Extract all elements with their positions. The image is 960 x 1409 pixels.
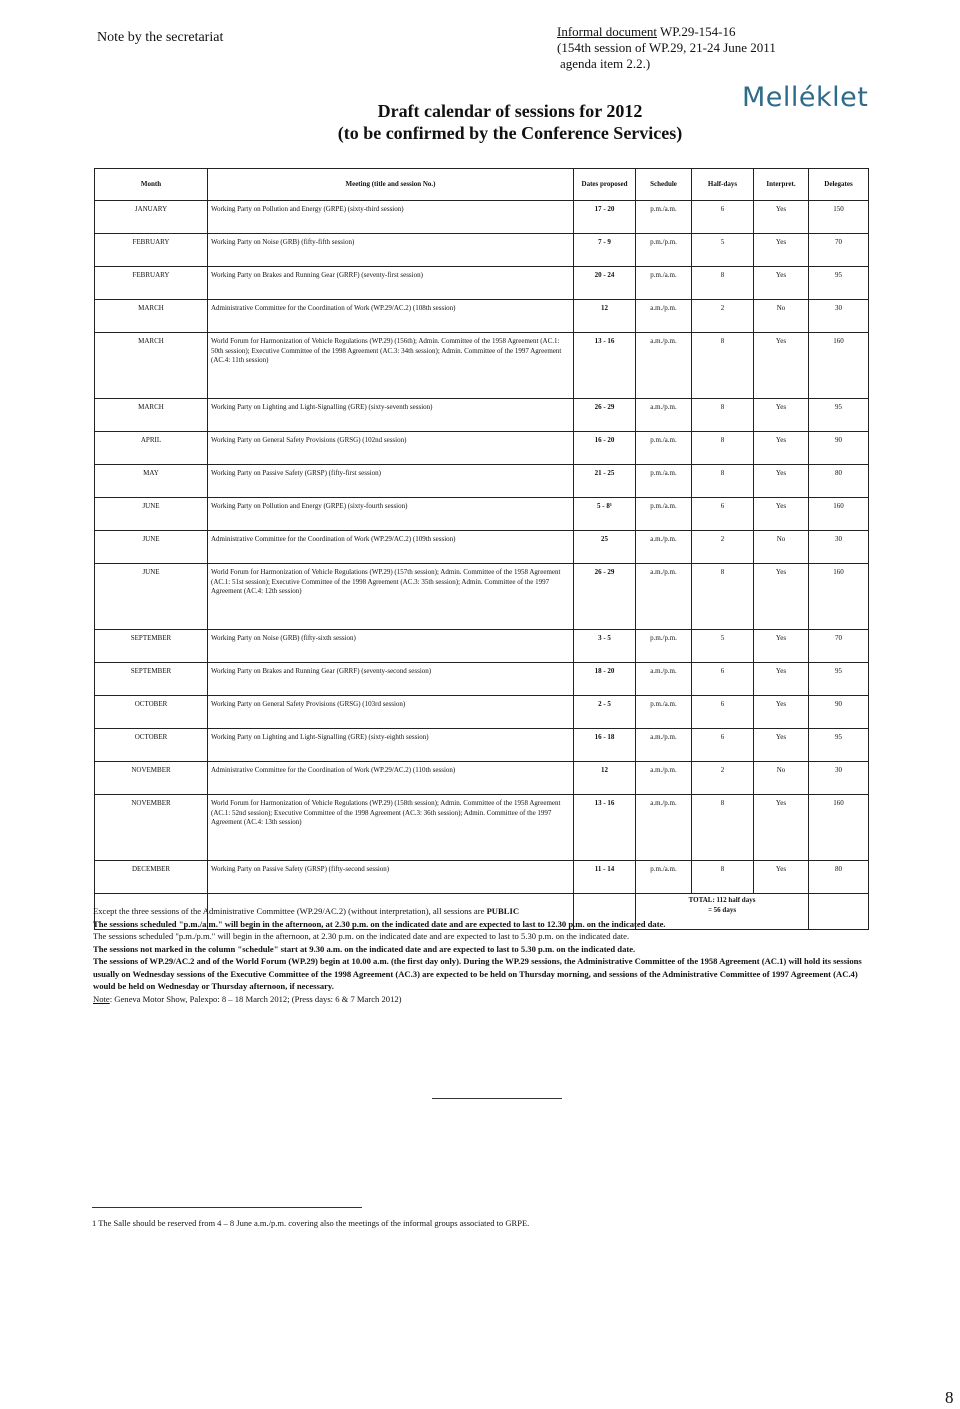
- interpretation-cell: Yes: [754, 663, 809, 696]
- column-header: Dates proposed: [574, 169, 636, 201]
- delegates-cell: 95: [809, 663, 869, 696]
- interpretation-cell: No: [754, 300, 809, 333]
- note-unmarked: The sessions not marked in the column "schedule" start at 9.30 a.m. on the indicated date and are expected to last to 5.30 p.m. on the indicated date.: [93, 943, 636, 954]
- delegates-cell: 160: [809, 498, 869, 531]
- table-row: [95, 531, 869, 564]
- page-number: 8: [945, 1388, 954, 1407]
- interpretation-cell: No: [754, 762, 809, 795]
- month-cell: OCTOBER: [95, 696, 208, 729]
- delegates-cell: 80: [809, 861, 869, 894]
- delegates-cell: 70: [809, 234, 869, 267]
- schedule-cell: p.m./a.m.: [636, 861, 692, 894]
- month-cell: NOVEMBER: [95, 762, 208, 795]
- dates-cell: 12: [574, 300, 636, 333]
- half-days-cell: 8: [692, 432, 754, 465]
- column-header: Month: [95, 169, 208, 201]
- meeting-cell: World Forum for Harmonization of Vehicle Regulations (WP.29) (157th session); Admin. Committee of the 1958 Agreement (AC.1: 51st session); Executive Committee of the 1998 Agreement (AC.3: 35th session); Admin. Committee of the 1997 Agreement (AC.4: 12th session): [208, 564, 574, 630]
- dates-cell: 26 - 29: [574, 564, 636, 630]
- table-body: [95, 201, 869, 894]
- delegates-cell: 95: [809, 729, 869, 762]
- month-cell: MARCH: [95, 333, 208, 399]
- interpretation-cell: Yes: [754, 399, 809, 432]
- month-cell: JUNE: [95, 531, 208, 564]
- schedule-cell: p.m./a.m.: [636, 201, 692, 234]
- delegates-cell: 150: [809, 201, 869, 234]
- half-days-cell: 6: [692, 663, 754, 696]
- meeting-cell: Working Party on Noise (GRB) (fifty-fifth session): [208, 234, 574, 267]
- footnote-divider: [92, 1207, 362, 1208]
- table-row: [95, 267, 869, 300]
- half-days-cell: 8: [692, 333, 754, 399]
- table-row: [95, 201, 869, 234]
- interpretation-cell: Yes: [754, 432, 809, 465]
- delegates-cell: 90: [809, 432, 869, 465]
- delegates-cell: 90: [809, 696, 869, 729]
- handwritten-annex-stamp: Melléklet: [742, 82, 869, 113]
- half-days-cell: 8: [692, 564, 754, 630]
- column-header: Schedule: [636, 169, 692, 201]
- meeting-cell: Working Party on Passive Safety (GRSP) (fifty-second session): [208, 861, 574, 894]
- meeting-cell: World Forum for Harmonization of Vehicle Regulations (WP.29) (158th session); Admin. Committee of the 1958 Agreement (AC.1: 52nd session); Executive Committee of the 1998 Agreement (AC.3: 36th session); Admin. Committee of the 1997 Agreement (AC.4: 13th session): [208, 795, 574, 861]
- delegates-cell: 160: [809, 564, 869, 630]
- schedule-cell: a.m./p.m.: [636, 762, 692, 795]
- half-days-cell: 5: [692, 234, 754, 267]
- table-row: [95, 564, 869, 630]
- month-cell: JUNE: [95, 498, 208, 531]
- interpretation-cell: Yes: [754, 729, 809, 762]
- month-cell: JANUARY: [95, 201, 208, 234]
- month-cell: SEPTEMBER: [95, 630, 208, 663]
- meeting-cell: Working Party on Brakes and Running Gear (GRRF) (seventy-first session): [208, 267, 574, 300]
- interpretation-cell: Yes: [754, 630, 809, 663]
- dates-cell: 2 - 5: [574, 696, 636, 729]
- month-cell: FEBRUARY: [95, 267, 208, 300]
- dates-cell: 7 - 9: [574, 234, 636, 267]
- document-reference: [557, 24, 887, 72]
- table-row: [95, 861, 869, 894]
- half-days-cell: 8: [692, 795, 754, 861]
- total-line-2: = 56 days: [707, 905, 737, 914]
- half-days-cell: 2: [692, 762, 754, 795]
- schedule-cell: p.m./a.m.: [636, 267, 692, 300]
- column-header: Delegates: [809, 169, 869, 201]
- half-days-cell: 6: [692, 696, 754, 729]
- table-row: [95, 300, 869, 333]
- schedule-cell: p.m./a.m.: [636, 498, 692, 531]
- meeting-cell: Working Party on Pollution and Energy (GRPE) (sixty-third session): [208, 201, 574, 234]
- dates-cell: 11 - 14: [574, 861, 636, 894]
- note-public-text: Except the three sessions of the Administrative Committee (WP.29/AC.2) (without interpretation), all sessions are: [93, 906, 487, 916]
- meeting-cell: Working Party on General Safety Provisions (GRSG) (102nd session): [208, 432, 574, 465]
- month-cell: FEBRUARY: [95, 234, 208, 267]
- document-label: Informal document: [557, 24, 657, 39]
- note-motor-show: [93, 993, 873, 1006]
- meeting-cell: Administrative Committee for the Coordination of Work (WP.29/AC.2) (110th session): [208, 762, 574, 795]
- dates-cell: 26 - 29: [574, 399, 636, 432]
- dates-cell: 20 - 24: [574, 267, 636, 300]
- note-pm-am: The sessions scheduled "p.m./a.m." will begin in the afternoon, at 2.30 p.m. on the indicated date and are expected to last to 12.30 p.m. on the indicated date.: [93, 918, 666, 929]
- meeting-cell: Administrative Committee for the Coordination of Work (WP.29/AC.2) (109th session): [208, 531, 574, 564]
- meeting-cell: Working Party on Pollution and Energy (GRPE) (sixty-fourth session): [208, 498, 574, 531]
- table-row: [95, 333, 869, 399]
- meeting-cell: Administrative Committee for the Coordination of Work (WP.29/AC.2) (108th session): [208, 300, 574, 333]
- schedule-cell: a.m./p.m.: [636, 300, 692, 333]
- delegates-cell: 95: [809, 399, 869, 432]
- month-cell: SEPTEMBER: [95, 663, 208, 696]
- schedule-cell: p.m./p.m.: [636, 234, 692, 267]
- dates-cell: 18 - 20: [574, 663, 636, 696]
- session-info: (154th session of WP.29, 21-24 June 2011: [557, 40, 776, 55]
- delegates-cell: 160: [809, 333, 869, 399]
- month-cell: NOVEMBER: [95, 795, 208, 861]
- agenda-item: agenda item 2.2.): [560, 56, 651, 71]
- note-wp29-sessions: The sessions of WP.29/AC.2 and of the World Forum (WP.29) begin at 10.00 a.m. (the first day only). During the WP.29 sessions, the Administrative Committee of the 1958 Agreement (AC.1) will hold its sessions usually on Wednesday sessions of the Executive Committee of the 1998 Agreement (AC.3) are expected to be held on Thursday morning, and sessions of the Administrative Committee of 1997 Agreement (AC.4) would be held on Wednesday or Thursday afternoon, if necessary.: [93, 956, 862, 991]
- table-row: [95, 696, 869, 729]
- dates-cell: 13 - 16: [574, 333, 636, 399]
- meeting-cell: Working Party on Lighting and Light-Signalling (GRE) (sixty-eighth session): [208, 729, 574, 762]
- table-row: [95, 432, 869, 465]
- meeting-cell: Working Party on Brakes and Running Gear (GRRF) (seventy-second session): [208, 663, 574, 696]
- dates-cell: 12: [574, 762, 636, 795]
- meeting-cell: Working Party on Lighting and Light-Signalling (GRE) (sixty-seventh session): [208, 399, 574, 432]
- month-cell: MARCH: [95, 399, 208, 432]
- table-row: [95, 762, 869, 795]
- interpretation-cell: Yes: [754, 234, 809, 267]
- document-number: WP.29-154-16: [657, 24, 736, 39]
- delegates-cell: 30: [809, 762, 869, 795]
- dates-cell: 25: [574, 531, 636, 564]
- table-row: [95, 498, 869, 531]
- meeting-cell: Working Party on Passive Safety (GRSP) (fifty-first session): [208, 465, 574, 498]
- interpretation-cell: Yes: [754, 564, 809, 630]
- schedule-cell: p.m./a.m.: [636, 432, 692, 465]
- meeting-cell: World Forum for Harmonization of Vehicle Regulations (WP.29) (156th); Admin. Committee of the 1958 Agreement (AC.1: 50th session); Executive Committee of the 1998 Agreement (AC.3: 34th session); Admin. Committee of the 1997 Agreement (AC.4: 11th session): [208, 333, 574, 399]
- interpretation-cell: Yes: [754, 498, 809, 531]
- title-line-1: Draft calendar of sessions for 2012: [377, 101, 643, 121]
- title-line-2: (to be confirmed by the Conference Services): [337, 123, 683, 143]
- page-title: [300, 100, 720, 144]
- dates-cell: 17 - 20: [574, 201, 636, 234]
- table-row: [95, 399, 869, 432]
- schedule-cell: p.m./a.m.: [636, 696, 692, 729]
- month-cell: OCTOBER: [95, 729, 208, 762]
- table-row: [95, 630, 869, 663]
- month-cell: JUNE: [95, 564, 208, 630]
- note-public: [93, 905, 873, 918]
- delegates-cell: 160: [809, 795, 869, 861]
- interpretation-cell: Yes: [754, 333, 809, 399]
- dates-cell: 21 - 25: [574, 465, 636, 498]
- half-days-cell: 6: [692, 729, 754, 762]
- schedule-cell: a.m./p.m.: [636, 531, 692, 564]
- month-cell: MAY: [95, 465, 208, 498]
- interpretation-cell: Yes: [754, 696, 809, 729]
- sessions-calendar-table: [94, 168, 869, 930]
- table-header-row: [95, 169, 869, 201]
- meeting-cell: Working Party on General Safety Provisions (GRSG) (103rd session): [208, 696, 574, 729]
- note-motor-show-text: : Geneva Motor Show, Palexpo: 8 – 18 March 2012; (Press days: 6 & 7 March 2012): [109, 993, 402, 1004]
- schedule-cell: a.m./p.m.: [636, 795, 692, 861]
- interpretation-cell: Yes: [754, 861, 809, 894]
- delegates-cell: 30: [809, 300, 869, 333]
- table-row: [95, 465, 869, 498]
- half-days-cell: 2: [692, 531, 754, 564]
- interpretation-cell: Yes: [754, 465, 809, 498]
- secretariat-note: Note by the secretariat: [97, 30, 224, 45]
- column-header: Interpret.: [754, 169, 809, 201]
- schedule-cell: p.m./p.m.: [636, 630, 692, 663]
- dates-cell: 13 - 16: [574, 795, 636, 861]
- footnote: 1 The Salle should be reserved from 4 – 8 June a.m./p.m. covering also the meetings of the informal groups associated to GRPE.: [92, 1218, 530, 1228]
- delegates-cell: 95: [809, 267, 869, 300]
- interpretation-cell: Yes: [754, 267, 809, 300]
- half-days-cell: 8: [692, 399, 754, 432]
- delegates-cell: 30: [809, 531, 869, 564]
- half-days-cell: 8: [692, 465, 754, 498]
- table-row: [95, 663, 869, 696]
- half-days-cell: 8: [692, 267, 754, 300]
- schedule-notes: [93, 905, 873, 1005]
- divider-line: [432, 1098, 562, 1099]
- dates-cell: 16 - 18: [574, 729, 636, 762]
- meeting-cell: Working Party on Noise (GRB) (fifty-sixth session): [208, 630, 574, 663]
- delegates-cell: 80: [809, 465, 869, 498]
- half-days-cell: 8: [692, 861, 754, 894]
- schedule-cell: a.m./p.m.: [636, 564, 692, 630]
- table-row: [95, 234, 869, 267]
- schedule-cell: a.m./p.m.: [636, 729, 692, 762]
- schedule-cell: a.m./p.m.: [636, 333, 692, 399]
- table-row: [95, 729, 869, 762]
- dates-cell: 5 - 8¹: [574, 498, 636, 531]
- delegates-cell: 70: [809, 630, 869, 663]
- half-days-cell: 6: [692, 498, 754, 531]
- interpretation-cell: Yes: [754, 201, 809, 234]
- interpretation-cell: No: [754, 531, 809, 564]
- dates-cell: 3 - 5: [574, 630, 636, 663]
- interpretation-cell: Yes: [754, 795, 809, 861]
- schedule-cell: p.m./a.m.: [636, 465, 692, 498]
- note-public-bold: PUBLIC: [486, 906, 520, 916]
- month-cell: APRIL: [95, 432, 208, 465]
- month-cell: DECEMBER: [95, 861, 208, 894]
- column-header: Half-days: [692, 169, 754, 201]
- note-pm-pm: The sessions scheduled "p.m./p.m." will begin in the afternoon, at 2.30 p.m. on the indicated date and are expected to last to 5.30 p.m. on the indicated date.: [93, 931, 630, 941]
- half-days-cell: 2: [692, 300, 754, 333]
- schedule-cell: a.m./p.m.: [636, 399, 692, 432]
- column-header: Meeting (title and session No.): [208, 169, 574, 201]
- dates-cell: 16 - 20: [574, 432, 636, 465]
- half-days-cell: 6: [692, 201, 754, 234]
- month-cell: MARCH: [95, 300, 208, 333]
- schedule-cell: a.m./p.m.: [636, 663, 692, 696]
- half-days-cell: 5: [692, 630, 754, 663]
- total-line-1: TOTAL: 112 half days: [688, 896, 756, 904]
- note-label: Note: [93, 993, 110, 1004]
- table-row: [95, 795, 869, 861]
